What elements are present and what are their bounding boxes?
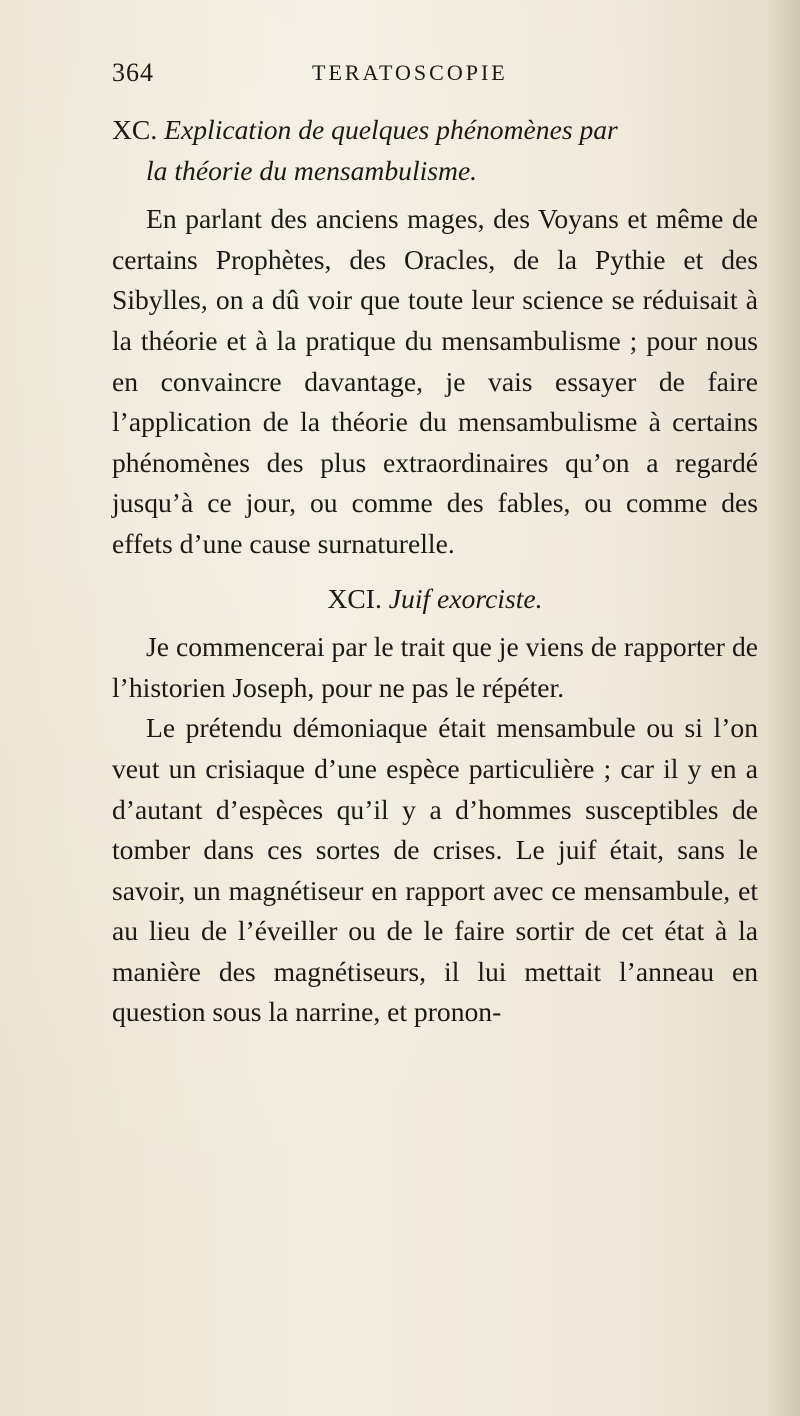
page-edge-shadow [766,0,800,1416]
paragraph: Le prétendu démoniaque était mensambule ou si l’on veut un crisiaque d’une espèce particulière ; car il y en a d’autant d’espèces qu’il y a d’hommes susceptibles de tomber dans ces sortes de crises. Le juif était, sans le savoir, un magnétiseur en rapport avec ce mensambule, et au lieu de l’éveiller ou de le faire sortir de cet état à la manière des magnétiseurs, il lui mettait l’anneau en question sous la narrine, et pronon- [112,712,758,1028]
section-heading-xc [112,110,758,191]
section-number: XCI. [327,582,382,614]
paragraph: Je commencerai par le trait que je viens de rapporter de l’historien Joseph, pour ne pas le répéter. [112,631,758,703]
section-title: Juif exorciste. [388,582,543,614]
running-title: TERATOSCOPIE [312,60,508,85]
section-number: XC. [112,114,158,145]
paragraph: En parlant des anciens mages, des Voyans et même de certains Prophètes, des Oracles, de la Pythie et des Sibylles, on a dû voir que toute leur science se réduisait à la théorie et à la pratique du mensambulisme ; pour nous en convaincre davantage, je vais essayer de faire l’application de la théorie du mensambulisme à certains phénomènes des plus extraordinaires qu’on a regardé jusqu’à ce jour, ou comme des fables, ou comme des effets d’une cause surnaturelle. [112,203,758,559]
running-head [112,58,752,98]
section-title-line-1: Explication de quelques phénomènes par [164,114,618,145]
section-title-line-2: la théorie du mensambulisme. [146,154,478,186]
section-heading-xci [112,579,758,620]
page-body [112,110,758,1033]
page-number: 364 [112,58,154,87]
